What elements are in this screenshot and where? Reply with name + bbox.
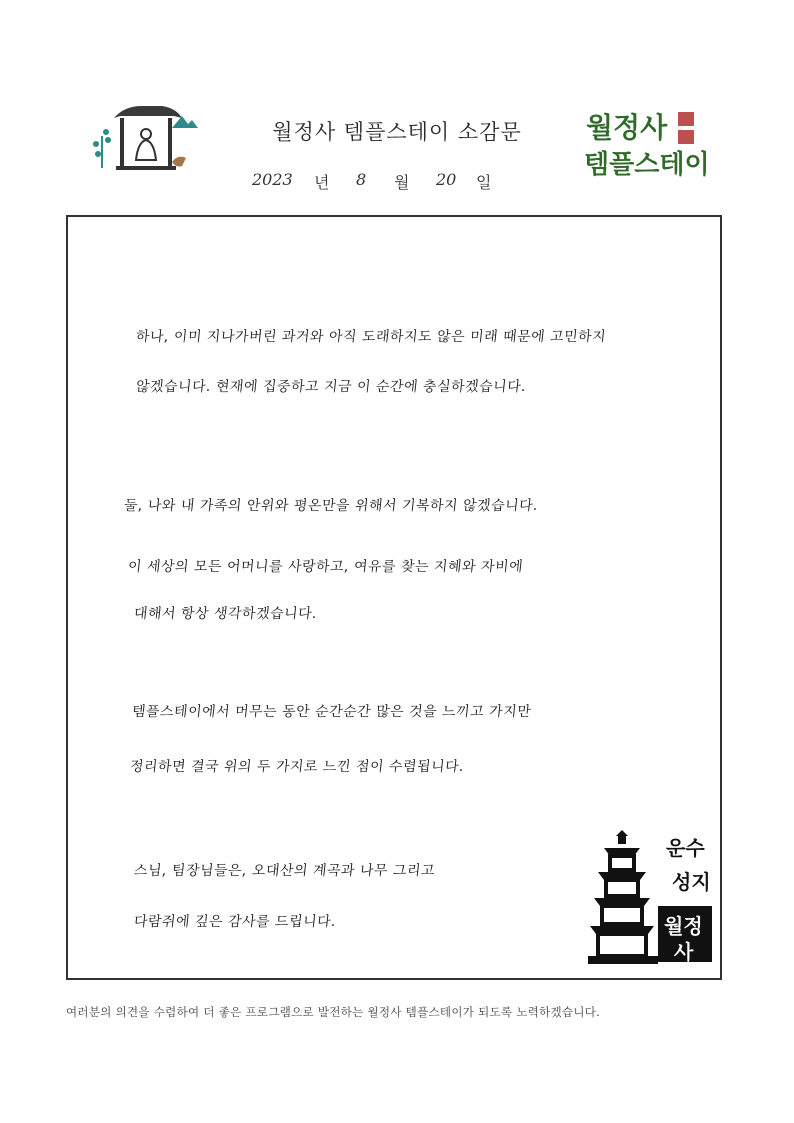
body-line-3: 둘, 나와 내 가족의 안위와 평온만을 위해서 기복하지 않겠습니다. (123, 498, 539, 514)
stamp-text-3: 월정 (664, 914, 703, 938)
body-line-7: 정리하면 결국 위의 두 가지로 느낀 점이 수렴됩니다. (129, 759, 465, 775)
body-line-8: 스님, 팀장님들은, 오대산의 계곡과 나무 그리고 (133, 863, 436, 879)
date-day-unit: 일 (476, 173, 492, 192)
templestay-brand-logo (580, 104, 720, 184)
date-year-unit: 년 (314, 173, 330, 192)
body-line-2: 않겠습니다. 현재에 집중하고 지금 이 순간에 충실하겠습니다. (135, 379, 527, 395)
date-month: 8 (356, 170, 367, 189)
date-day: 20 (436, 170, 457, 189)
date-month-unit: 월 (394, 173, 410, 192)
stamp-text-1: 운수 (666, 836, 705, 860)
stamp-text-2: 성지 (672, 870, 711, 894)
temple-stamp (580, 826, 720, 974)
brand-logo-line2: 템플스테이 (584, 150, 710, 180)
body-line-6: 템플스테이에서 머무는 동안 순간순간 많은 것을 느끼고 가지만 (131, 704, 533, 720)
brand-logo-line1: 월정사 (586, 111, 668, 144)
body-line-9: 다람쥐에 깊은 감사를 드립니다. (133, 914, 337, 930)
footer-note: 여러분의 의견을 수렴하여 더 좋은 프로그램으로 발전하는 월정사 템플스테이가 되도록 노력하겠습니다. (66, 1005, 601, 1019)
stamp-text-4: 사 (674, 940, 694, 964)
page-title: 월정사 템플스테이 소감문 (272, 120, 522, 144)
body-line-4: 이 세상의 모든 어머니를 사랑하고, 여유를 찾는 지혜와 자비에 (127, 559, 524, 575)
body-line-5: 대해서 항상 생각하겠습니다. (133, 606, 318, 622)
brand-seal-icon (676, 110, 696, 146)
body-line-1: 하나, 이미 지나가버린 과거와 아직 도래하지도 않은 미래 때문에 고민하지 (135, 329, 607, 345)
date-year: 2023 (252, 170, 293, 189)
